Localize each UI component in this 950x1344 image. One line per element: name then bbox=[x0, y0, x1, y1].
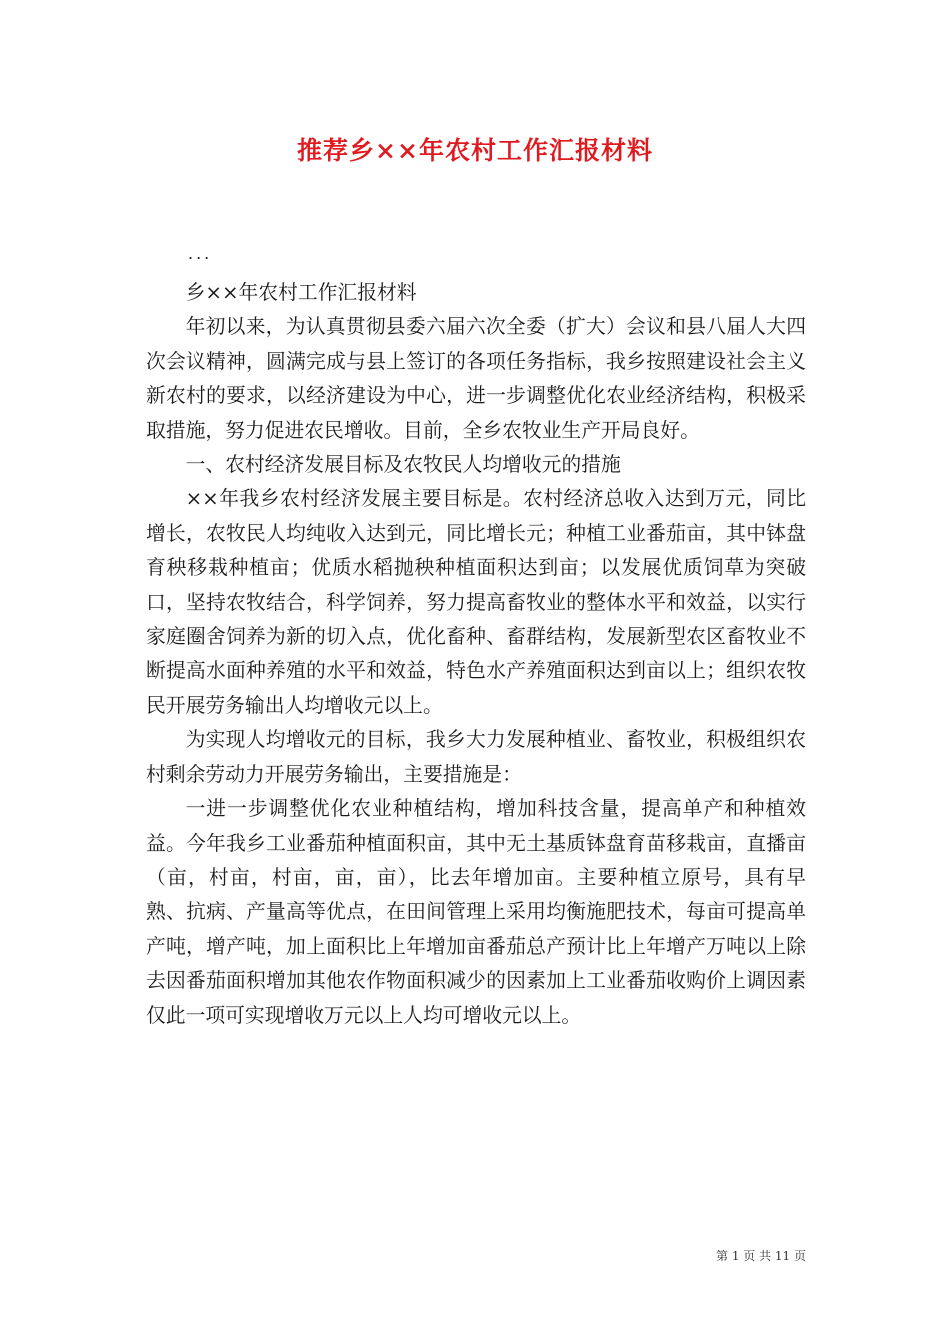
measure-one-paragraph: 一进一步调整优化农业种植结构，增加科技含量，提高单产和种植效益。今年我乡工业番茄种植面积亩，其中无土基质钵盘育苗移栽亩，直播亩（亩，村亩，村亩，亩，亩），比去年增加亩。主要种植立原号，具有早熟、抗病、产量高等优点，在田间管理上采用均衡施肥技术，每亩可提高单产吨，增产吨，加上面积比上年增加亩番茄总产预计比上年增产万吨以上除去因番茄面积增加其他农作物面积减少的因素加上工业番茄收购价上调因素仅此一项可实现增收万元以上人均可增收元以上。 bbox=[146, 797, 806, 1027]
document-title: 推荐乡××年农村工作汇报材料 bbox=[297, 136, 653, 165]
measures-intro-paragraph: 为实现人均增收元的目标，我乡大力发展种植业、畜牧业，积极组织农村剩余劳动力开展劳务输出，主要措施是： bbox=[146, 728, 806, 786]
subtitle-paragraph: 乡××年农村工作汇报材料 bbox=[185, 281, 417, 304]
section-heading: 一、农村经济发展目标及农牧民人均增收元的措施 bbox=[185, 453, 621, 477]
document-body bbox=[146, 276, 806, 1033]
intro-paragraph: 年初以来，为认真贯彻县委六届六次全委（扩大）会议和县八届人大四次会议精神，圆满完成与县上签订的各项任务指标，我乡按照建设社会主义新农村的要求，以经济建设为中心，进一步调整优化农业经济结构，积极采取措施，努力促进农民增收。目前，全乡农牧业生产开局良好。 bbox=[146, 315, 806, 442]
page-footer: 第 1 页 共 11 页 bbox=[716, 1249, 806, 1263]
goals-paragraph: ××年我乡农村经济发展主要目标是。农村经济总收入达到万元，同比增长，农牧民人均纯收入达到元，同比增长元；种植工业番茄亩，其中钵盘育秧移栽种植亩；优质水稻抛秧种植面积达到亩；以发展优质饲草为突破口，坚持农牧结合，科学饲养，努力提高畜牧业的整体水平和效益，以实行家庭圈舍饲养为新的切入点，优化畜种、畜群结构，发展新型农区畜牧业不断提高水面种养殖的水平和效益，特色水产养殖面积达到亩以上；组织农牧民开展劳务输出人均增收元以上。 bbox=[146, 487, 806, 717]
ellipsis-mark: ... bbox=[188, 244, 213, 263]
